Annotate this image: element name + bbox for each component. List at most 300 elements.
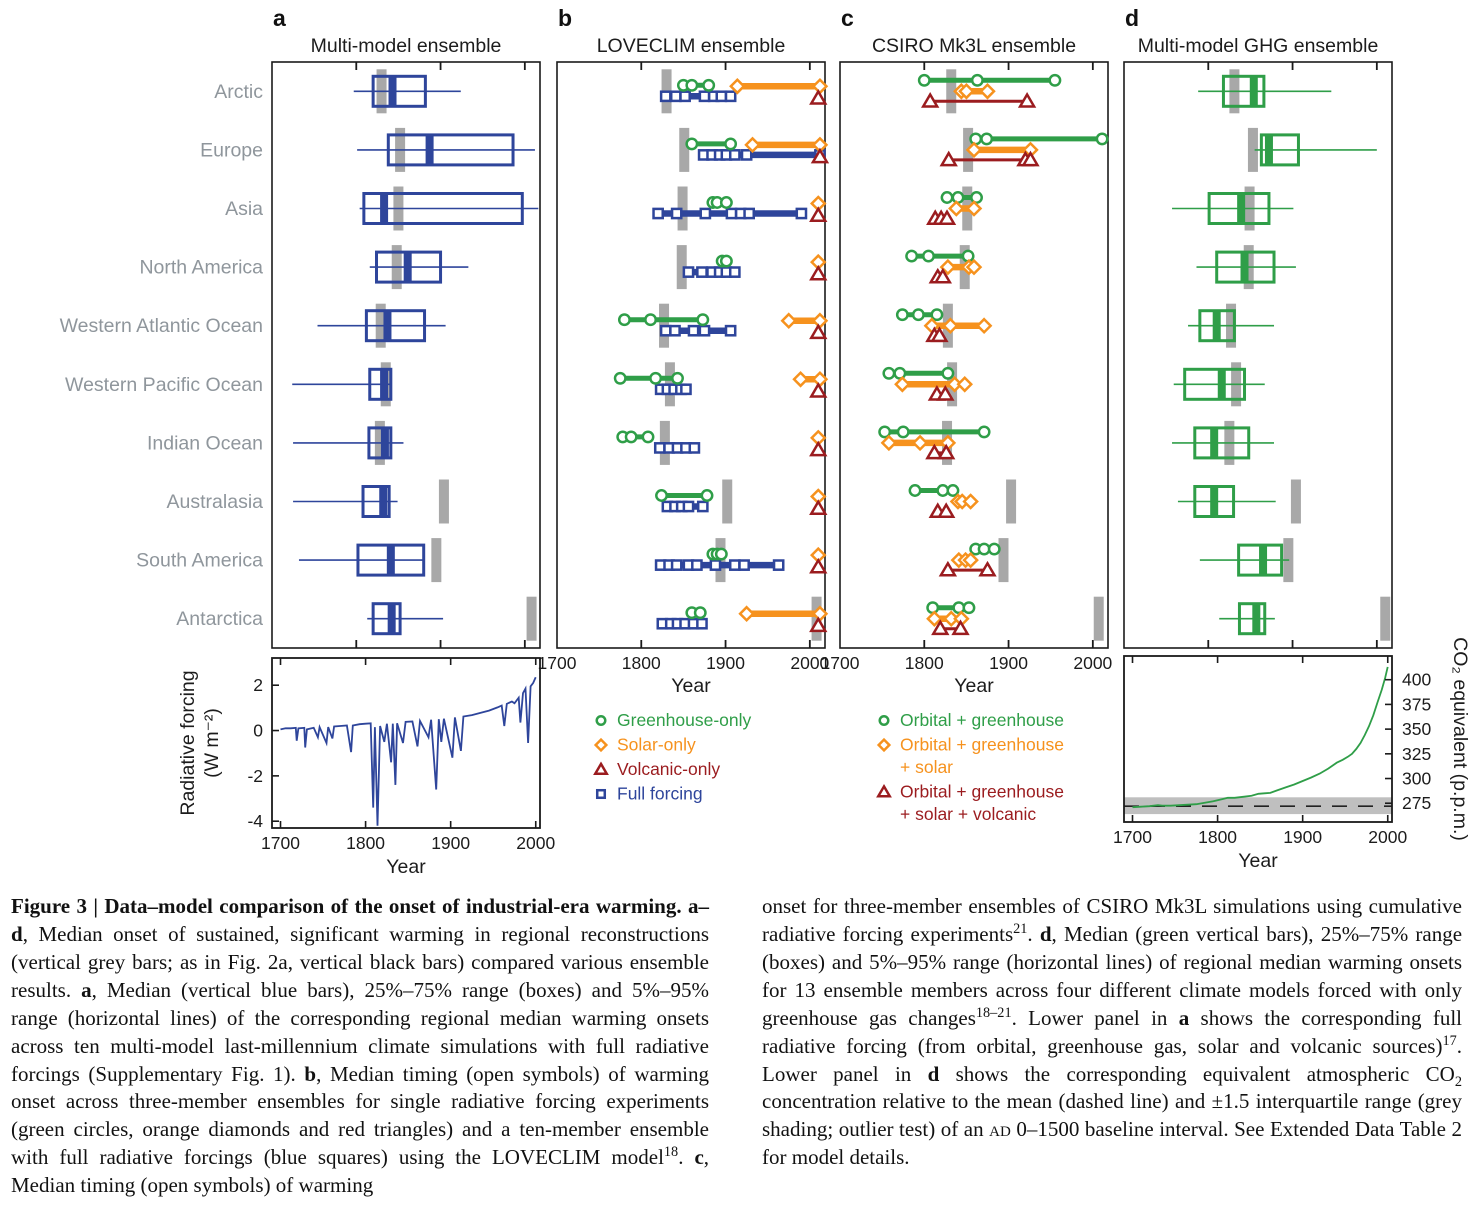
- x-tick-label: 1800: [904, 653, 944, 673]
- circle-marker: [1097, 134, 1107, 144]
- triangle-marker: [923, 95, 937, 107]
- reconstruction-onset-bar: [1291, 480, 1301, 524]
- triangle-marker: [942, 153, 956, 165]
- circle-marker: [898, 427, 908, 437]
- panel_a-row-north-america: [370, 245, 469, 289]
- circle-marker: [643, 432, 653, 442]
- panel_a-plot: [272, 5, 540, 648]
- forcing-series-line: [281, 677, 536, 825]
- circle-marker: [721, 197, 731, 207]
- diamond-marker: [978, 319, 991, 332]
- square-marker: [697, 619, 706, 628]
- median-bar: [1210, 487, 1218, 517]
- green-circle-series: [687, 139, 736, 149]
- plot-border: [272, 658, 540, 828]
- panel_b-row-south-america: [656, 538, 825, 582]
- triangle-marker: [811, 502, 825, 514]
- circle-marker: [923, 251, 933, 261]
- caption-text: concentration relative to the mean (dashed line) and ±1.5 interquartile range (grey shading; outlier test) of an: [762, 1089, 1462, 1142]
- triangle-marker: [954, 622, 968, 634]
- triangle-marker: [811, 209, 825, 221]
- circle-marker: [971, 192, 981, 202]
- square-marker: [681, 385, 690, 394]
- legend-label: Greenhouse-only: [617, 710, 752, 730]
- square-marker: [597, 790, 605, 798]
- panel_c-row-indian-ocean: [879, 421, 989, 465]
- panel-title: LOVECLIM ensemble: [596, 35, 786, 57]
- caption-bold-text: d: [927, 1061, 940, 1086]
- square-marker: [701, 209, 710, 218]
- caption-bold-text: d: [1039, 921, 1052, 946]
- square-marker: [727, 209, 736, 218]
- caption-text: . Lower panel in: [1011, 1005, 1179, 1030]
- blue-square-series: [663, 502, 708, 511]
- diamond-marker: [964, 495, 977, 508]
- square-marker: [730, 268, 739, 277]
- red-triangle-series: [931, 505, 953, 517]
- circle-marker: [972, 75, 982, 85]
- y-axis-title: (W m⁻²): [201, 708, 223, 778]
- reconstruction-onset-bar: [527, 597, 537, 641]
- circle-marker: [716, 549, 726, 559]
- caption-bold-text: a: [81, 977, 92, 1002]
- green-circle-series: [678, 80, 714, 90]
- red-triangle-series: [811, 443, 825, 455]
- y-tick-label: -4: [247, 811, 263, 832]
- red-triangle-series: [811, 385, 825, 397]
- panel-title: Multi-model ensemble: [310, 35, 502, 57]
- x-tick-label: 1700: [537, 653, 577, 673]
- panel_a-row-western-atlantic-ocean: [318, 304, 446, 348]
- panel_d-row-arctic: [1198, 69, 1331, 113]
- caption-text: , Median (green vertical bars), 25%–75% range (boxes) and 5%–95% range (horizontal lines) of regional median warming onsets for 13 ensemble members across four different climate models forced with only greenhouse gas changes: [762, 921, 1463, 1030]
- circle-marker: [884, 368, 894, 378]
- blue-square-series: [699, 150, 825, 159]
- panel-letter-a: a: [273, 5, 286, 31]
- circle-marker: [615, 373, 625, 383]
- caption-text: , Median onset of sustained, significant warming in regional reconstructions (vertical grey bars; as in Fig. 2a, vertical black bars) compared various ensemble results.: [11, 921, 709, 1002]
- blue-square-series: [656, 385, 690, 394]
- reconstruction-onset-bar: [998, 538, 1008, 582]
- y-tick-label: 275: [1402, 793, 1432, 814]
- circle-marker: [698, 315, 708, 325]
- red-triangle-series: [811, 326, 825, 338]
- region-label-europe: Europe: [200, 139, 263, 162]
- green-circle-series: [708, 549, 727, 559]
- legend-label: Volcanic-only: [617, 759, 721, 779]
- median-bar: [1241, 252, 1249, 282]
- circle-marker: [942, 192, 952, 202]
- panel_a-row-australasia: [293, 480, 449, 524]
- legend-label: Orbital + greenhouse: [900, 710, 1064, 730]
- caption-bold-text: a: [1178, 1005, 1190, 1030]
- square-marker: [661, 92, 670, 101]
- diamond-marker: [740, 607, 753, 620]
- legend-item-orbital-greenhouse: [879, 735, 1064, 778]
- red-triangle-series: [928, 212, 954, 224]
- caption-text: ad: [989, 1117, 1011, 1142]
- square-marker: [745, 209, 754, 218]
- x-tick-label: 1900: [1283, 827, 1323, 847]
- region-label-arctic: Arctic: [214, 80, 263, 103]
- x-axis-title: Year: [671, 675, 711, 697]
- region-label-australasia: Australasia: [166, 491, 263, 513]
- triangle-marker: [878, 786, 889, 796]
- green-circle-series: [970, 134, 1107, 144]
- panel_d-row-europe: [1248, 128, 1377, 172]
- panel_b-row-asia: [654, 187, 826, 231]
- legend-item-orbital-greenhouse: [880, 710, 1064, 730]
- circle-marker: [948, 485, 958, 495]
- y-tick-label: -2: [247, 765, 263, 786]
- median-bar: [404, 252, 412, 282]
- orange-diamond-series: [952, 554, 977, 567]
- square-marker: [774, 561, 783, 570]
- square-marker: [681, 92, 690, 101]
- square-marker: [698, 502, 707, 511]
- median-bar: [1250, 76, 1258, 106]
- circle-marker: [626, 432, 636, 442]
- panel_c-row-antarctica: [928, 597, 1104, 641]
- co2-series-line: [1133, 667, 1388, 807]
- caption-right-column: [762, 893, 1462, 1172]
- median-bar: [383, 311, 391, 341]
- region-label-north-america: North America: [139, 256, 263, 279]
- x-axis-title: Year: [1238, 850, 1278, 872]
- x-tick-label: 1800: [1198, 827, 1238, 847]
- square-marker: [661, 326, 670, 335]
- green-circle-series: [906, 251, 973, 261]
- square-marker: [700, 326, 709, 335]
- circle-marker: [979, 544, 989, 554]
- triangle-marker: [595, 764, 606, 774]
- panel_a-row-south-america: [299, 538, 441, 582]
- y-axis-title: Radiative forcing: [177, 670, 199, 816]
- triangle-marker: [811, 385, 825, 397]
- median-bar: [380, 194, 388, 224]
- red-triangle-series: [923, 95, 1034, 107]
- circle-marker: [906, 251, 916, 261]
- diamond-marker: [782, 314, 795, 327]
- circle-marker: [943, 368, 953, 378]
- y-tick-label: 2: [253, 675, 263, 696]
- panel_c-row-arctic: [919, 69, 1060, 113]
- circle-marker: [928, 603, 938, 613]
- blue-square-series: [684, 268, 740, 277]
- plot-border: [1124, 656, 1392, 822]
- caption-bold-text: b: [304, 1061, 317, 1086]
- median-bar: [381, 428, 389, 458]
- diamond-marker: [794, 373, 807, 386]
- orange-diamond-series: [782, 314, 826, 327]
- triangle-marker: [811, 326, 825, 338]
- green-circle-series: [970, 544, 999, 554]
- panel_c-row-western-pacific-ocean: [884, 362, 972, 406]
- diamond-marker: [882, 436, 895, 449]
- median-bar: [389, 76, 397, 106]
- median-bar: [1213, 311, 1221, 341]
- diamond-marker: [958, 378, 971, 391]
- blue-square-series: [658, 619, 707, 628]
- caption-text: , Median (vertical blue bars), 25%–75% range (boxes) and 5%–95% range (horizontal lines) of the corresponding regional median warming onsets across ten multi-model last-millennium climate simulations with full radiative forcings (Supplementary Fig. 1).: [11, 977, 709, 1086]
- circle-marker: [702, 490, 712, 500]
- panel-letter-d: d: [1125, 5, 1140, 31]
- circle-marker: [880, 716, 889, 725]
- caption-text: .: [678, 1145, 695, 1170]
- median-bar: [1237, 194, 1245, 224]
- y-tick-label: 350: [1402, 719, 1432, 740]
- square-marker: [697, 268, 706, 277]
- panel_a-row-europe: [357, 128, 535, 172]
- legend-item-full-forcing: [597, 784, 702, 804]
- red-triangle-series: [811, 209, 825, 221]
- triangle-marker: [941, 563, 955, 575]
- square-marker: [684, 502, 693, 511]
- circle-marker: [1050, 75, 1060, 85]
- caption-text: shows the corresponding equivalent atmospheric CO: [939, 1061, 1455, 1086]
- square-marker: [730, 561, 739, 570]
- blue-square-series: [654, 209, 806, 218]
- red-triangle-series: [811, 502, 825, 514]
- triangle-marker: [1020, 95, 1034, 107]
- legend-label: + solar + volcanic: [900, 804, 1037, 824]
- circle-marker: [895, 368, 905, 378]
- panel_b-row-australasia: [656, 480, 825, 524]
- panel_d-row-indian-ocean: [1172, 421, 1274, 465]
- panel_c-row-western-atlantic-ocean: [897, 304, 990, 348]
- panel_d-row-antarctica: [1219, 597, 1390, 641]
- panel_c-row-asia: [928, 187, 981, 231]
- forcing-plot: [177, 658, 555, 878]
- region-label-western-atlantic-ocean: Western Atlantic Ocean: [59, 315, 263, 338]
- region-label-asia: Asia: [225, 198, 263, 220]
- circle-marker: [981, 134, 991, 144]
- square-marker: [742, 150, 751, 159]
- caption-text: 2: [1454, 1073, 1462, 1090]
- square-marker: [670, 326, 679, 335]
- caption-text: 0–1500 baseline interval. See Extended Data Table 2 for model details.: [762, 1117, 1462, 1170]
- x-axis-title: Year: [954, 675, 994, 697]
- panel_b-legend: [595, 710, 751, 804]
- caption-bold-text: Figure 3 | Data–model comparison of the onset of industrial-era warming.: [11, 894, 688, 918]
- y-tick-label: 375: [1402, 694, 1432, 715]
- co2-plot: [1113, 637, 1471, 872]
- square-marker: [654, 209, 663, 218]
- diamond-marker: [914, 436, 927, 449]
- green-circle-series: [879, 427, 989, 437]
- x-tick-label: 2000: [1368, 827, 1408, 847]
- circle-marker: [619, 315, 629, 325]
- panel_b-plot: [538, 5, 830, 804]
- reconstruction-onset-bar: [1094, 597, 1104, 641]
- panel_d-row-australasia: [1178, 480, 1301, 524]
- caption-bold-text: c: [694, 1145, 704, 1170]
- panel_c-legend: [878, 710, 1064, 824]
- panel_c-row-europe: [942, 128, 1108, 172]
- panel_b-row-indian-ocean: [618, 421, 826, 465]
- blue-square-series: [655, 443, 699, 452]
- y-tick-label: 400: [1402, 669, 1432, 690]
- circle-marker: [954, 603, 964, 613]
- circle-marker: [721, 256, 731, 266]
- circle-marker: [672, 373, 682, 383]
- reconstruction-onset-bar: [431, 538, 441, 582]
- region-label-western-pacific-ocean: Western Pacific Ocean: [65, 373, 263, 396]
- median-bar: [380, 369, 388, 399]
- x-tick-label: 1900: [989, 653, 1029, 673]
- x-axis-title: Year: [386, 856, 426, 878]
- square-marker: [739, 561, 748, 570]
- caption-bold-text: a–d: [11, 894, 709, 946]
- triangle-marker: [980, 563, 994, 575]
- reconstruction-onset-bar: [722, 480, 732, 524]
- square-marker: [672, 561, 681, 570]
- y-tick-label: 0: [253, 720, 263, 741]
- square-marker: [726, 92, 735, 101]
- caption-text: 21: [1013, 920, 1028, 937]
- circle-marker: [913, 310, 923, 320]
- caption-text: . Lower panel in: [762, 1033, 1462, 1086]
- median-bar: [388, 604, 396, 634]
- circle-marker: [650, 373, 660, 383]
- panel_d-row-asia: [1172, 187, 1293, 231]
- green-circle-series: [687, 608, 706, 618]
- panel-letter-b: b: [558, 5, 573, 31]
- x-tick-label: 1700: [261, 833, 300, 853]
- green-circle-series: [942, 192, 982, 202]
- circle-marker: [687, 139, 697, 149]
- blue-square-series: [661, 326, 735, 335]
- circle-marker: [910, 485, 920, 495]
- panel_d-row-south-america: [1200, 538, 1293, 582]
- green-circle-series: [884, 368, 953, 378]
- median-bar: [1265, 135, 1273, 165]
- square-marker: [730, 150, 739, 159]
- circle-marker: [695, 608, 705, 618]
- diamond-marker: [981, 85, 994, 98]
- green-circle-series: [708, 197, 732, 207]
- reconstruction-onset-bar: [679, 128, 689, 172]
- caption-text: .: [1027, 921, 1040, 946]
- orange-diamond-series: [731, 80, 827, 93]
- circle-marker: [919, 75, 929, 85]
- circle-marker: [979, 427, 989, 437]
- circle-marker: [932, 310, 942, 320]
- orange-diamond-series: [896, 378, 971, 391]
- circle-marker: [989, 544, 999, 554]
- caption-text: 18: [663, 1144, 679, 1161]
- x-tick-label: 1800: [621, 653, 661, 673]
- legend-label: Orbital + greenhouse: [900, 781, 1064, 802]
- square-marker: [717, 92, 726, 101]
- panel_c-plot: [821, 5, 1113, 824]
- legend-item-solar-only: [596, 735, 696, 755]
- x-tick-label: 2000: [1073, 653, 1113, 673]
- square-marker: [684, 268, 693, 277]
- panel_a-row-western-pacific-ocean: [292, 362, 391, 406]
- x-tick-label: 2000: [516, 833, 556, 853]
- square-marker: [711, 561, 720, 570]
- panel_b-row-antarctica: [658, 597, 827, 641]
- legend-label: Solar-only: [617, 734, 696, 755]
- orange-diamond-series: [951, 495, 977, 508]
- square-marker: [689, 326, 698, 335]
- legend-label: Orbital + greenhouse: [900, 734, 1064, 755]
- blue-square-series: [661, 92, 735, 101]
- region-label-south-america: South America: [136, 549, 263, 572]
- orange-diamond-series: [955, 85, 994, 98]
- panel_a-row-arctic: [354, 69, 461, 113]
- median-bar: [387, 545, 395, 575]
- reconstruction-onset-bar: [1006, 480, 1016, 524]
- orange-diamond-series: [794, 373, 826, 386]
- legend-item-greenhouse-only: [597, 710, 752, 730]
- y-tick-label: 325: [1402, 743, 1432, 764]
- square-marker: [671, 92, 680, 101]
- x-tick-label: 1700: [820, 653, 860, 673]
- x-tick-label: 2000: [790, 653, 830, 673]
- diamond-marker: [596, 740, 607, 751]
- panel_b-row-western-atlantic-ocean: [619, 304, 826, 348]
- region-labels: [60, 81, 264, 630]
- triangle-marker: [811, 92, 825, 104]
- legend-item-volcanic-only: [595, 759, 720, 779]
- circle-marker: [725, 139, 735, 149]
- x-tick-label: 1700: [1113, 827, 1152, 847]
- caption-left-column: [11, 893, 709, 1200]
- diamond-marker: [879, 740, 890, 751]
- diamond-marker: [896, 378, 909, 391]
- circle-marker: [687, 80, 697, 90]
- panel_c-row-south-america: [941, 538, 1009, 582]
- triangle-marker: [939, 505, 953, 517]
- panel-letter-c: c: [841, 5, 854, 31]
- median-bar: [1218, 369, 1226, 399]
- square-marker: [655, 443, 664, 452]
- green-circle-series: [615, 373, 683, 383]
- reconstruction-onset-bar: [1380, 597, 1390, 641]
- circle-marker: [964, 603, 974, 613]
- panel_a-row-asia: [360, 187, 539, 231]
- legend-label: + solar: [900, 757, 954, 777]
- legend-item-orbital-greenhouse: [878, 782, 1064, 825]
- green-circle-series: [656, 490, 712, 500]
- panel_c-row-australasia: [910, 480, 1016, 524]
- caption-text: onset for three-member ensembles of CSIRO Mk3L simulations using cumulative radiative forcing experiments: [762, 894, 1462, 946]
- legend-label: Full forcing: [617, 783, 703, 804]
- blue-square-series: [656, 561, 783, 570]
- square-marker: [692, 561, 701, 570]
- caption-text: , Median timing (open symbols) of warming: [11, 1145, 710, 1198]
- x-tick-label: 1900: [706, 653, 746, 673]
- panel-title: CSIRO Mk3L ensemble: [871, 35, 1077, 57]
- panel_b-row-europe: [679, 128, 827, 172]
- triangle-marker: [811, 443, 825, 455]
- panel_c-row-north-america: [906, 245, 980, 289]
- caption-text: , Median timing (open symbols) of warming onset across three-member ensembles for single radiative forcing experiments (green circles, orange diamonds and red triangles) and a ten-member ensemble with full radiative forcings (blue squares) using the LOVECLIM model: [11, 1061, 710, 1170]
- red-triangle-series: [811, 267, 825, 279]
- diamond-marker: [950, 202, 963, 215]
- circle-marker: [953, 192, 963, 202]
- region-label-indian-ocean: Indian Ocean: [146, 432, 263, 455]
- reconstruction-onset-bar: [439, 480, 449, 524]
- green-circle-series: [919, 75, 1060, 85]
- panel_b-row-western-pacific-ocean: [615, 362, 826, 406]
- y-axis-title: CO₂ equivalent (p.p.m.): [1449, 637, 1471, 841]
- circle-marker: [938, 485, 948, 495]
- red-triangle-series: [811, 92, 825, 104]
- square-marker: [672, 209, 681, 218]
